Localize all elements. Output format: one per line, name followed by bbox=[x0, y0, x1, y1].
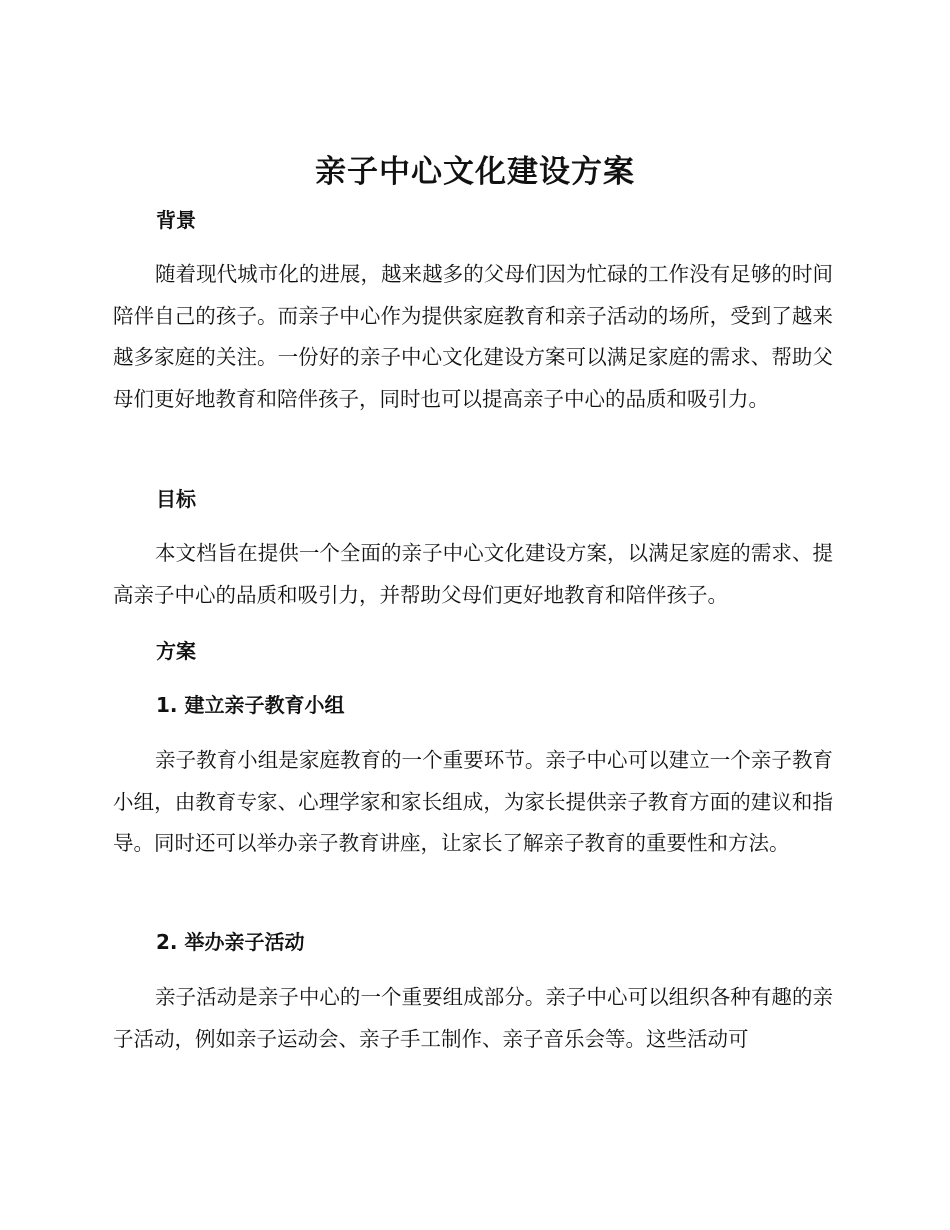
section-heading-goal: 目标 bbox=[156, 487, 196, 511]
subsection-paragraph-activities: 亲子活动是亲子中心的一个重要组成部分。亲子中心可以组织各种有趣的亲子活动，例如亲子运动会、亲子手工制作、亲子音乐会等。这些活动可 bbox=[113, 985, 833, 1051]
section-heading-plan: 方案 bbox=[156, 639, 196, 663]
document-title: 亲子中心文化建设方案 bbox=[315, 154, 635, 190]
section-paragraph-background: 随着现代城市化的进展，越来越多的父母们因为忙碌的工作没有足够的时间陪伴自己的孩子。而亲子中心作为提供家庭教育和亲子活动的场所，受到了越来越多家庭的关注。一份好的亲子中心文化建设方案可以满足家庭的需求、帮助父母们更好地教育和陪伴孩子，同时也可以提高亲子中心的品质和吸引力。 bbox=[113, 262, 833, 411]
subsection-paragraph-education-group: 亲子教育小组是家庭教育的一个重要环节。亲子中心可以建立一个亲子教育小组，由教育专家、心理学家和家长组成，为家长提供亲子教育方面的建议和指导。同时还可以举办亲子教育讲座，让家长了解亲子教育的重要性和方法。 bbox=[113, 748, 833, 855]
subsection-heading-activities: 2. 举办亲子活动 bbox=[156, 930, 305, 954]
subsection-heading-education-group: 1. 建立亲子教育小组 bbox=[156, 693, 345, 717]
section-paragraph-goal: 本文档旨在提供一个全面的亲子中心文化建设方案，以满足家庭的需求、提高亲子中心的品质和吸引力，并帮助父母们更好地教育和陪伴孩子。 bbox=[113, 541, 833, 607]
section-heading-background: 背景 bbox=[156, 208, 196, 232]
